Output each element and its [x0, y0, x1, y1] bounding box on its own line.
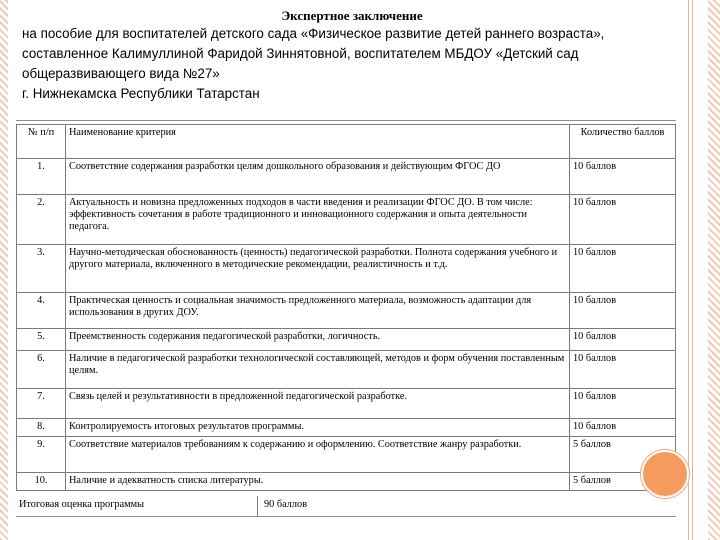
row-score: 10 баллов [570, 245, 676, 293]
row-criterion: Научно-методическая обоснованность (ценность) педагогической разработки. Полнота содержания учебного и другого материала, включенного в методические рекомендации, реалистичность и т.д. [66, 245, 570, 293]
row-num: 3. [17, 245, 66, 293]
left-decorative-border [0, 0, 8, 540]
table-row [17, 195, 676, 245]
document-title: Экспертное заключение [281, 8, 423, 23]
table-row [17, 329, 676, 351]
row-num: 7. [17, 389, 66, 419]
table-header-row [17, 125, 676, 159]
intro-line: на пособие для воспитателей детского сада «Физическое развитие детей раннего возраста», [22, 26, 605, 41]
row-criterion: Актуальность и новизна предложенных подходов в части введения и реализации ФГОС ДО. В том числе: эффективность сочетания в работе традиционного и инновационного содержания и опыта деятельности педагога. [66, 195, 570, 245]
intro-line: составленное Калимуллиной Фаридой Зиннятовной, воспитателем МБДОУ «Детский сад [22, 46, 579, 61]
vertical-rule [688, 0, 689, 540]
total-value: 90 баллов [264, 499, 308, 510]
row-score: 10 баллов [570, 159, 676, 195]
row-criterion: Соответствие материалов требованиям к содержанию и оформлению. Соответствие жанру разработки. [66, 437, 570, 473]
table-row [17, 473, 676, 491]
row-num: 8. [17, 419, 66, 437]
table-row [17, 437, 676, 473]
row-score: 5 баллов [570, 473, 676, 491]
intro-line: г. Нижнекамска Республики Татарстан [22, 86, 260, 101]
row-criterion: Наличие в педагогической разработки технологической составляющей, методов и форм обучения поставленным целям. [66, 351, 570, 389]
header-score: Количество баллов [570, 125, 676, 159]
criteria-table [16, 124, 676, 491]
total-label: Итоговая оценка программы [16, 496, 258, 516]
table-row [17, 159, 676, 195]
table-row [17, 293, 676, 329]
row-num: 1. [17, 159, 66, 195]
right-decorative-border [708, 0, 720, 540]
row-criterion: Контролируемость итоговых результатов программы. [66, 419, 570, 437]
row-score: 10 баллов [570, 389, 676, 419]
table-row [17, 389, 676, 419]
decorative-circle [641, 450, 689, 498]
row-criterion: Наличие и адекватность списка литературы. [66, 473, 570, 491]
vertical-rule [692, 0, 693, 540]
table-bottom-rule [16, 516, 676, 517]
row-criterion: Связь целей и результативности в предложенной педагогической разработке. [66, 389, 570, 419]
table-top-rule [16, 120, 676, 121]
row-score: 10 баллов [570, 351, 676, 389]
row-num: 2. [17, 195, 66, 245]
row-criterion: Преемственность содержания педагогической разработки, логичность. [66, 329, 570, 351]
table-row [17, 351, 676, 389]
row-num: 10. [17, 473, 66, 491]
header-criterion: Наименование критерия [66, 125, 570, 159]
row-score: 10 баллов [570, 293, 676, 329]
row-num: 6. [17, 351, 66, 389]
row-score: 5 баллов [570, 437, 676, 473]
intro-text [22, 24, 672, 104]
table-row [17, 419, 676, 437]
table-row [17, 245, 676, 293]
header-num: № п/п [17, 125, 66, 159]
total-row [16, 496, 676, 516]
row-num: 9. [17, 437, 66, 473]
row-num: 5. [17, 329, 66, 351]
row-score: 10 баллов [570, 195, 676, 245]
row-criterion: Практическая ценность и социальная значимость предложенного материала, возможность адаптации для использования в других ДОУ. [66, 293, 570, 329]
row-criterion: Соответствие содержания разработки целям дошкольного образования и действующим ФГОС ДО [66, 159, 570, 195]
row-num: 4. [17, 293, 66, 329]
intro-line: общеразвивающего вида №27» [22, 66, 220, 81]
row-score: 10 баллов [570, 329, 676, 351]
row-score: 10 баллов [570, 419, 676, 437]
